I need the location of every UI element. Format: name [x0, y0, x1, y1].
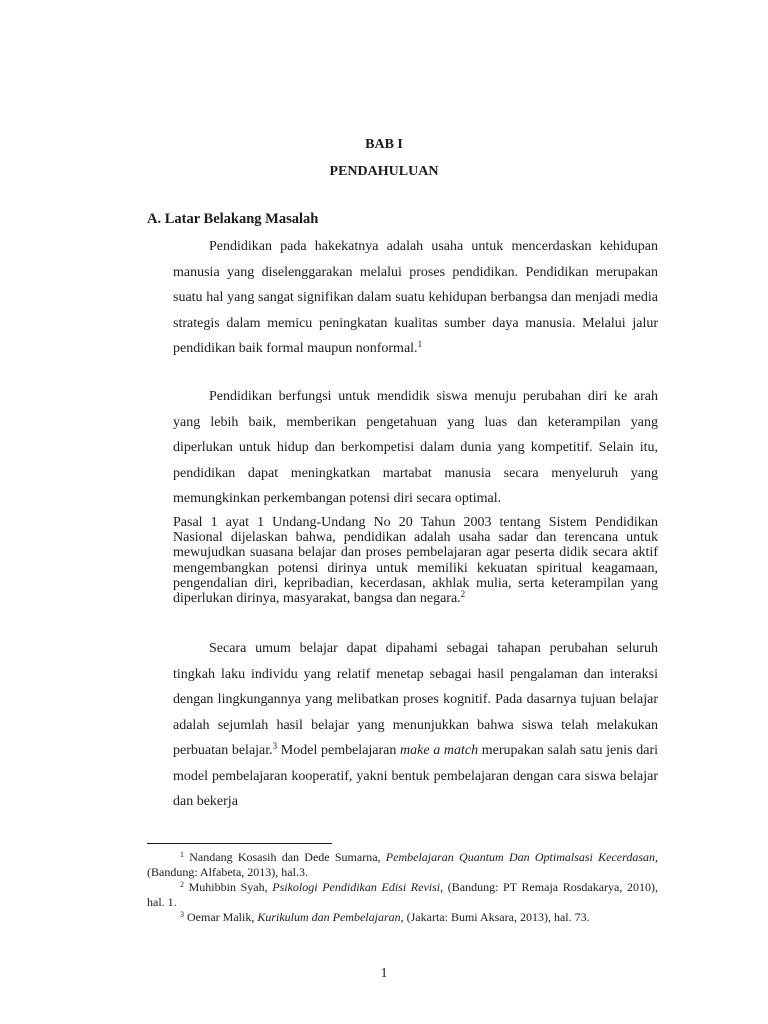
footnote-2-number: 2 [180, 880, 184, 889]
page-number: 1 [380, 966, 388, 981]
footnote-1 [147, 850, 658, 880]
block-quote [173, 515, 658, 606]
footnote-3-number: 3 [180, 910, 184, 919]
footnote-3-publication: , (Jakarta: Bumi Aksara, 2013), hal. 73. [400, 910, 590, 924]
footnote-1-title: Pembelajaran Quantum Dan Optimalsasi Kecerdasan, [385, 850, 658, 864]
chapter-title: PENDAHULUAN [329, 164, 439, 179]
footnote-1-author: Nandang Kosasih dan Dede Sumarna, [189, 850, 386, 864]
paragraph-3-text-cont: Model pembelajaran [277, 743, 401, 758]
footnote-2 [147, 880, 658, 910]
footnote-3 [147, 910, 658, 925]
footnote-2-title: Psikologi Pendidikan Edisi Revisi [272, 880, 441, 894]
footnote-ref-3: 3 [272, 741, 278, 751]
footnote-ref-2: 2 [460, 589, 466, 600]
block-quote-text: Pasal 1 ayat 1 Undang-Undang No 20 Tahun 2003 tentang Sistem Pendidikan Nasional dijelaskan bahwa, pendidikan adalah usaha sadar dan terencana untuk mewujudkan suasana belajar dan proses pembelajaran agar peserta didik secara aktif mengembangkan potensi dirinya untuk memiliki kekuatan spiritual keagamaan, pengendalian diri, kepribadian, kecerdasan, akhlak mulia, serta keterampilan yang diperlukan dirinya, masyarakat, bangsa dan negara. [173, 515, 658, 607]
footnote-2-publication: , (Bandung: PT Remaja Rosdakarya, 2010), hal. 1. [147, 880, 659, 909]
paragraph-3-text-end: merupakan salah satu jenis dari model pembelajaran kooperatif, yakni bentuk pembelajaran dengan cara siswa belajar dan bekerja [173, 743, 658, 809]
paragraph-3-text: Secara umum belajar dapat dipahami sebagai tahapan perubahan seluruh tingkah laku individu yang relatif menetap sebagai hasil pengalaman dan interaksi dengan lingkungannya yang melibatkan proses kognitif. Pada dasarnya tujuan belajar adalah sejumlah hasil belajar yang menunjukkan bahwa siswa telah melakukan perbuatan belajar. [173, 641, 658, 758]
footnote-2-author: Muhibbin Syah, [188, 880, 273, 894]
footnote-ref-1: 1 [417, 339, 423, 349]
footnote-1-publication: (Bandung: Alfabeta, 2013), hal.3. [147, 865, 308, 879]
paragraph-1-text: Pendidikan pada hakekatnya adalah usaha untuk mencerdaskan kehidupan manusia yang diselenggarakan melalui proses pendidikan. Pendidikan merupakan suatu hal yang sangat signifikan dalam suatu kehidupan berbangsa dan menjadi media strategis dalam memicu peningkatan kualitas sumber daya manusia. Melalui jalur pendidikan baik formal maupun nonformal. [173, 239, 658, 356]
section-heading: A. Latar Belakang Masalah [147, 211, 319, 227]
paragraph-2-text: Pendidikan berfungsi untuk mendidik siswa menuju perubahan diri ke arah yang lebih baik, memberikan pengetahuan yang luas dan keterampilan yang diperlukan untuk hidup dan berkompetisi dalam dunia yang kompetitif. Selain itu, pendidikan dapat meningkatkan martabat manusia secara menyeluruh yang memungkinkan perkembangan potensi diri secara optimal. [173, 389, 658, 506]
paragraph-2 [173, 384, 658, 512]
paragraph-3 [173, 636, 658, 815]
paragraph-3-italic-term: make a match [400, 743, 479, 758]
footnote-3-author: Oemar Malik, [187, 910, 258, 924]
paragraph-1 [173, 234, 658, 362]
footnote-1-number: 1 [180, 850, 184, 859]
footnote-separator [147, 843, 332, 844]
chapter-number: BAB I [365, 137, 403, 152]
footnotes [147, 850, 658, 925]
footnote-3-title: Kurikulum dan Pembelajaran [257, 910, 401, 924]
